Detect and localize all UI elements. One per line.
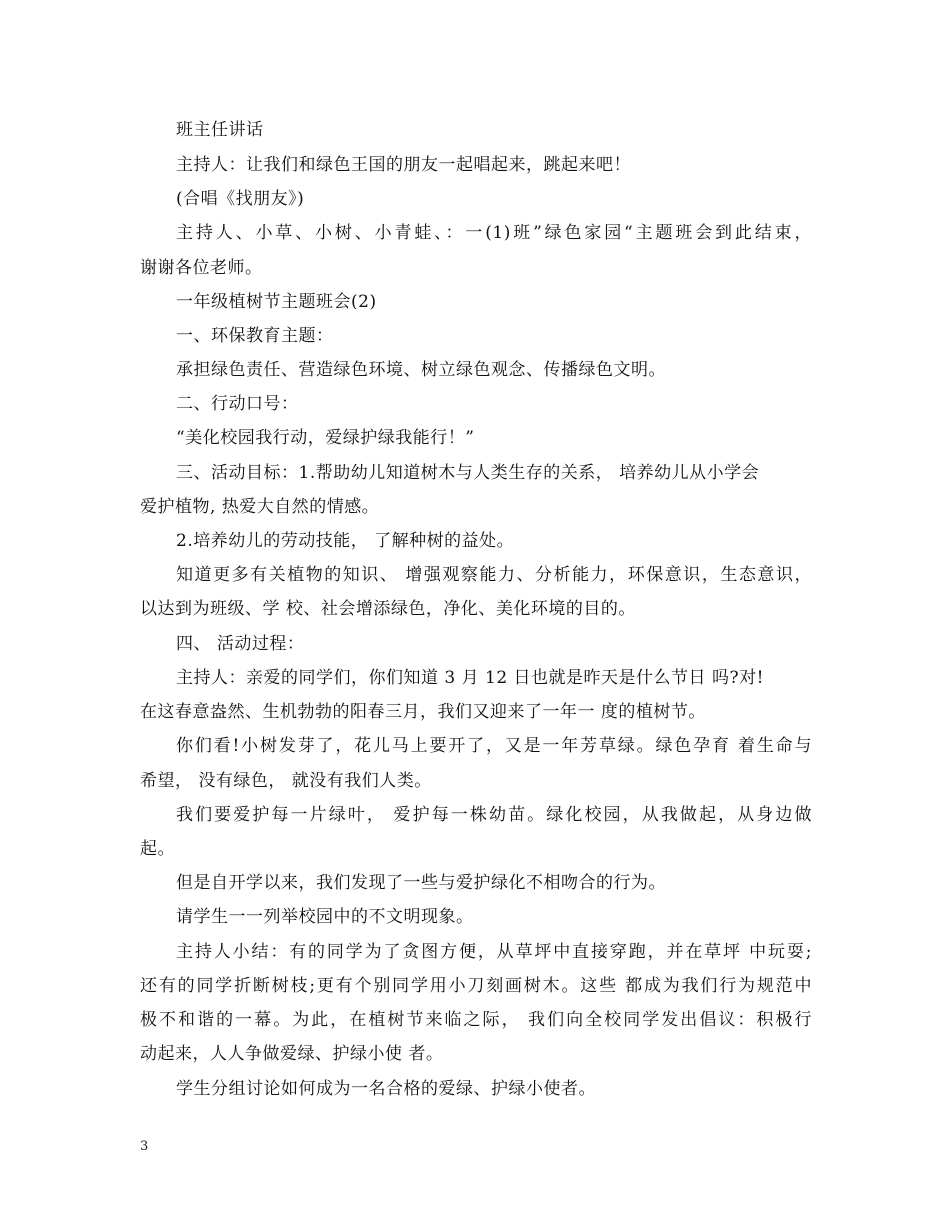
text-line: 主持人：让我们和绿色王国的朋友一起唱起来，跳起来吧！ (176, 155, 631, 175)
text-line: 极不和谐的一幕。为此，在植树节来临之际， 我们向全校同学发出倡议：积极行 (140, 1010, 812, 1030)
text-line: 你们看!小树发芽了，花儿马上要开了，又是一年芳草绿。绿色孕育 着生命与 (176, 736, 812, 756)
text-line: 我们要爱护每一片绿叶， 爱护每一株幼苗。绿化校园，从我做起，从身边做 (176, 805, 812, 825)
text-line: 爱护植物, 热爱大自然的情感。 (140, 497, 380, 517)
text-line: 以达到为班级、学 校、社会增添绿色，净化、美化环境的目的。 (140, 599, 636, 619)
text-line: 知道更多有关植物的知识、 增强观察能力、分析能力，环保意识，生态意识， (176, 565, 812, 585)
text-line: 主持人、小草、小树、小青蛙、：一(1)班”绿色家园“主题班会到此结束， (176, 223, 812, 243)
text-line: 承担绿色责任、营造绿色环境、树立绿色观念、传播绿色文明。 (176, 360, 666, 380)
text-line: 2.培养幼儿的劳动技能， 了解种树的益处。 (176, 531, 515, 551)
text-line: 请学生一一列举校园中的不文明现象。 (176, 907, 474, 927)
text-line: 三、活动目标：1.帮助幼儿知道树木与人类生存的关系， 培养幼儿从小学会 (176, 463, 760, 483)
text-line: 二、行动口号： (176, 394, 299, 414)
text-line: (合唱《找朋友》) (176, 189, 305, 209)
text-line: 还有的同学折断树枝;更有个别同学用小刀刻画树木。这些 都成为我们行为规范中 (140, 976, 812, 996)
text-line: 但是自开学以来，我们发现了一些与爱护绿化不相吻合的行为。 (176, 873, 666, 893)
text-line: 一、环保教育主题： (176, 326, 334, 346)
page-number: 3 (140, 1139, 149, 1154)
text-line: 希望， 没有绿色， 就没有我们人类。 (140, 771, 432, 791)
text-line: 起。 (140, 839, 175, 859)
text-line: 主持人小结：有的同学为了贪图方便，从草坪中直接穿跑，并在草坪 中玩耍; (176, 942, 812, 962)
text-line: 动起来，人人争做爱绿、护绿小使 者。 (140, 1044, 444, 1064)
text-line: 谢谢各位老师。 (140, 258, 263, 278)
text-line: 一年级植树节主题班会(2) (176, 292, 377, 312)
text-line: 主持人：亲爱的同学们，你们知道 3 月 12 日也就是昨天是什么节日 吗?对! (176, 668, 764, 688)
text-line: 班主任讲话 (176, 120, 264, 140)
text-line: “美化校园我行动，爱绿护绿我能行！” (176, 428, 475, 448)
text-line: 学生分组讨论如何成为一名合格的爱绿、护绿小使者。 (176, 1079, 596, 1099)
text-line: 四、 活动过程： (176, 634, 305, 654)
text-line: 在这春意盎然、生机勃勃的阳春三月，我们又迎来了一年一 度的植树节。 (140, 702, 706, 722)
